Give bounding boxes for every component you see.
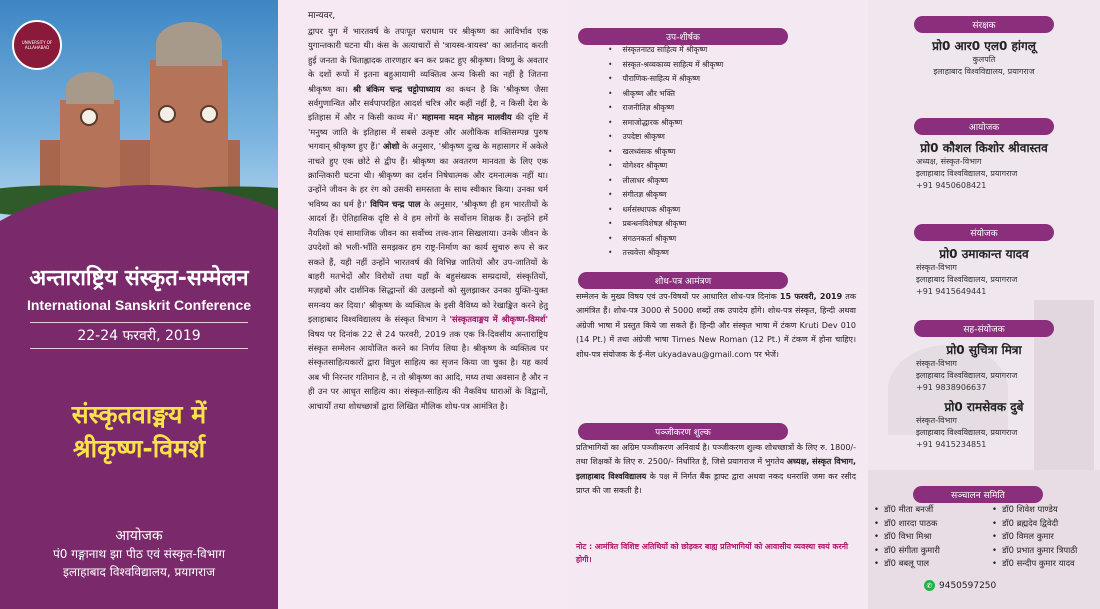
convener-block: संयोजक प्रो0 उमाकान्त यादव संस्कृत-विभाग इलाहाबाद विश्वविद्यालय, प्रयागराज +91 9415649441 [868, 224, 1100, 298]
list-item: • डॉ0 प्रभात कुमार त्रिपाठी [986, 544, 1100, 558]
list-item: • धर्मसंस्थापक श्रीकृष्ण [608, 203, 723, 218]
university-logo [12, 20, 62, 70]
conference-title-english: International Sanskrit Conference [26, 297, 252, 313]
list-item: • डॉ0 ब्रह्मदेव द्विवेदी [986, 517, 1100, 531]
quote-author: श्री बंकिम चन्द्र चट्टोपाध्याय [352, 83, 441, 94]
quote-author: ओशो [382, 141, 400, 152]
list-item: • डॉ0 विमल कुमार [986, 530, 1100, 544]
salutation: मान्यवर, [308, 11, 336, 21]
patron-header: संरक्षक [914, 16, 1054, 33]
list-item: • डॉ0 विभा मिश्रा [868, 530, 986, 544]
list-item: • पौराणिक-साहित्य में श्रीकृष्ण [608, 72, 723, 87]
organizer-block [0, 527, 278, 581]
list-item: • डॉ0 शिवेश पाण्डेय [986, 503, 1100, 517]
papers-text: सम्मेलन के मुख्य विषय एवं उप-विषयों पर आधारित शोध-पत्र दिनांक 15 फरवरी, 2019 तक आमंत्रित हैं। शोध-पत्र 3000 से 5000 शब्दों तक उपादेय होंगे। शोध-पत्र संस्कृत, हिन्दी अथवा अंग्रेजी भाषा में प्रस्तुत किये जा सकते हैं। हिन्दी और संस्कृत भाषा में टंकण Kruti Dev 010 (14 Pt.) में तथा अंग्रेजी भाषा Times New Roman (12 Pt.) में टंकण में होना चाहिए। शोध-पत्र संयोजक के ई-मेल ukyadavau@gmail.com पर भेजें। [576, 292, 856, 359]
steering-members [868, 503, 1100, 571]
steering-header: सञ्चालन समिति [913, 486, 1043, 503]
list-item: • संगठनकर्ता श्रीकृष्ण [608, 232, 723, 247]
list-item: • संस्कृत-श्रव्यकाव्य साहित्य में श्रीकृष्ण [608, 58, 723, 73]
subtopics-header: उप-शीर्षक [578, 28, 788, 45]
organizer-header: आयोजक [914, 118, 1054, 135]
phone-number: +91 9415234851 [916, 440, 987, 449]
cover-panel [0, 0, 278, 609]
convener-name: प्रो0 उमाकान्त यादव [939, 247, 1029, 261]
quote-author: महामना मदन मोहन मालवीय [421, 112, 512, 123]
theme-line-2: श्रीकृष्ण-विमर्श [72, 434, 206, 463]
list-item: • खलध्वंसक श्रीकृष्ण [608, 145, 723, 160]
accommodation-note: नोट : आमंत्रित विशिष्ट अतिथियों को छोड़कर बाह्य प्रतिभागियों को आवासीय व्यवस्था स्वयं करनी होगी। [576, 542, 849, 564]
convener-email[interactable]: ukyadavau@gmail.com [657, 349, 752, 359]
list-item: • संगीतज्ञ श्रीकृष्ण [608, 188, 723, 203]
organizer-university: इलाहाबाद विश्वविद्यालय, प्रयागराज [62, 565, 216, 579]
phone-number: +91 9838906637 [916, 383, 987, 392]
organizer-name: प्रो0 कौशल किशोर श्रीवास्तव [920, 141, 1048, 155]
payee: अध्यक्ष, संस्कृत विभाग, इलाहाबाद विश्वविद्यालय [576, 457, 856, 481]
list-item: • डॉ0 बबलू पाल [868, 557, 986, 571]
co-convener-header: सह-संयोजक [914, 320, 1054, 337]
conference-theme [0, 398, 278, 466]
list-item: • योगेश्वर श्रीकृष्ण [608, 159, 723, 174]
message-body: द्वापर युग में भारतवर्ष के तपःपूत धराधाम पर श्रीकृष्ण का आविर्भाव एक युगान्तकारी घटना थी। कंस के अत्याचारों से 'त्रायस्व-त्रायस्व' का आर्तनाद करती हुई जनता के चिताह्लादक तारणहार बन कर प्रकट हुए श्रीकृष्ण। विष्णु के अवतार के दशों रूपों में इतना बहुआयामी व्यक्तित्व अन्य किसी का नहीं है जितना श्रीकृष्ण का। श्री बंकिम चन्द्र चट्टोपाध्याय का कथन है कि 'श्रीकृष्ण जैसा सर्वगुणान्वित और सर्वपापरहित आदर्श चरित्र और कहीं नहीं है, न किसी देश के इतिहास में और न किसी काव्य में।' महामना मदन मोहन मालवीय की दृष्टि में 'मनुष्य जाति के इतिहास में सबसे उत्कृष्ट और अलौकिक शक्तिसम्पन्न पुरुष भगवान् श्रीकृष्ण हुए हैं।' ओशो के अनुसार, 'श्रीकृष्ण दुःख के महासागर में अकेले नाचते हुए एक छोटे से द्वीप हैं। श्रीकृष्ण का अवतरण मानवता के लिए एक क्रान्तिकारी घटना थी। श्रीकृष्ण का दर्शन निषेधात्मक और दमनात्मक नहीं था। उन्होंने जीवन के हर रंग को उसकी समस्तता के साथ स्वीकार किया। उनका धर्म भविष्य का धर्म है।' विपिन चन्द्र पाल के अनुसार, 'श्रीकृष्ण ही हम भारतीयों के आदर्श हैं। ऐतिहासिक दृष्टि से वे हम लोगों के सर्वोत्तम शिक्षक हैं। उन्होंने हमें नैयतिक एवं सामाजिक जीवन का सर्वोच्च तत्त्व-ज्ञान सिखलाया। उनके जीवन के उपदेशों को भली-भाँति समझकर हम राष्ट्र-निर्माण का कार्य सुचारु रूप से कर सकते हैं, यही नहीं उन्होंने भारतवर्ष की विभिन्न जातियों और उप-जातियों के बाहरी मतभेदों और विरोधों तथा यहाँ के बहुसंख्यक सम्प्रदायों, संस्कृतियों, मज़हबों और दार्शनिक सिद्धान्तों की उलझनों को सुलझाकर उनका युक्ति-युक्त समन्वय कर दिया।' श्रीकृष्ण के व्यक्तित्व के इसी वैविध्य को रेखाङ्कित करने हेतु इलाहाबाद विश्वविद्यालय के संस्कृत विभाग ने 'संस्कृतवाङ्मय में श्रीकृष्ण-विमर्श' विषय पर दिनांक 22 से 24 फरवरी, 2019 तक एक त्रि-दिवसीय अन्ताराष्ट्रिय संस्कृत सम्मेलन आयोजित करने का निर्णय लिया है। श्रीकृष्ण के व्यक्तित्व पर संस्कृतसाहित्यकारों द्वारा विपुल साहित्य का सृजन किया जा चुका है। यह कार्य अब भी निरन्तर गतिमान है, न तो श्रीकृष्ण का आदि, मध्य तथा अवसान है और न ही उन पर आधृत साहित्य का। संस्कृत-साहित्य की नैकविध धाराओं के विद्वानों, आचार्यों तथा शोधच्छात्रों द्वारा लिखित मौलिक शोध-पत्र आमंत्रित है। [308, 26, 549, 411]
phone-number: +91 9450608421 [916, 181, 987, 190]
list-item: • संस्कृतनाट्य साहित्य में श्रीकृष्ण [608, 43, 723, 58]
paper-deadline: 15 फरवरी, 2019 [779, 292, 843, 301]
committee-panel [868, 0, 1100, 609]
registration-text: प्रतिभागियों का अग्रिम पञ्जीकरण अनिवार्य है। पञ्जीकरण शुल्क शोधच्छात्रों के लिए रु. 1800/- तथा शिक्षकों के लिए रु. 2500/- निर्धारित है, जिसे प्रयागराज में भुगतेय अध्यक्ष, संस्कृत विभाग, इलाहाबाद विश्वविद्यालय के पक्ष में निर्गत बैंक ड्राफ्ट द्वारा अथवा नकद धनराशि जमा कर रसीद प्राप्त की जा सकती है। [576, 443, 856, 496]
list-item: • श्रीकृष्ण और भक्ति [608, 87, 723, 102]
conference-dates: 22-24 फरवरी, 2019 [30, 322, 248, 349]
logo-text: UNIVERSITY OF ALLAHABAD [21, 40, 53, 50]
whatsapp-number: 9450597250 [939, 580, 997, 591]
message-panel [278, 0, 568, 609]
whatsapp-contact[interactable] [924, 580, 996, 591]
list-item: • डॉ0 सन्दीप कुमार यादव [986, 557, 1100, 571]
quote-author: विपिन चन्द्र पाल [370, 198, 421, 209]
registration-header: पञ्जीकरण शुल्क [578, 423, 788, 440]
convener-header: संयोजक [914, 224, 1054, 241]
phone-number: +91 9415649441 [916, 287, 987, 296]
organizer-label: आयोजक [115, 528, 163, 544]
subtopics-list [608, 43, 723, 261]
papers-header: शोध-पत्र आमंत्रण [578, 272, 788, 289]
co-convener-block: सह-संयोजक प्रो0 सुचित्रा मित्रा संस्कृत-विभाग इलाहाबाद विश्वविद्यालय, प्रयागराज +91 9838906637 प्रो0 रामसेवक दुबे संस्कृत-विभाग इलाहाबाद विश्वविद्यालय, प्रयागराज +91 9415234851 [868, 320, 1100, 451]
list-item: • उपदेष्टा श्रीकृष्ण [608, 130, 723, 145]
theme-line-1: संस्कृतवाङ्मय में [71, 400, 207, 429]
theme-quote: 'संस्कृतवाङ्मय में श्रीकृष्ण-विमर्श' [449, 314, 548, 325]
patron-block: संरक्षक प्रो0 आर0 एल0 हांगलू कुलपति इलाहाबाद विश्वविद्यालय, प्रयागराज [868, 16, 1100, 78]
details-panel [568, 0, 868, 609]
list-item: • डॉ0 मीता बनर्जी [868, 503, 986, 517]
list-item: • डॉ0 संगीता कुमारी [868, 544, 986, 558]
whatsapp-icon: ✆ [924, 580, 935, 591]
list-item: • प्रबन्धनविशेषज्ञ श्रीकृष्ण [608, 217, 723, 232]
list-item: • समाजोद्धारक श्रीकृष्ण [608, 116, 723, 131]
conference-title-hindi: अन्ताराष्ट्रिय संस्कृत-सम्मेलन [29, 266, 249, 291]
list-item: • लीलाधर श्रीकृष्ण [608, 174, 723, 189]
patron-name: प्रो0 आर0 एल0 हांगलू [932, 39, 1036, 53]
list-item: • डॉ0 शारदा पाठक [868, 517, 986, 531]
organizer-committee-block: आयोजक प्रो0 कौशल किशोर श्रीवास्तव अध्यक्ष, संस्कृत-विभाग इलाहाबाद विश्वविद्यालय, प्रयागराज +91 9450608421 [868, 118, 1100, 192]
list-item: • तत्त्ववेत्ता श्रीकृष्ण [608, 246, 723, 261]
co-convener-name: प्रो0 रामसेवक दुबे [944, 400, 1024, 414]
co-convener-name: प्रो0 सुचित्रा मित्रा [946, 343, 1022, 357]
organizer-dept: पं0 गङ्गानाथ झा पीठ एवं संस्कृत-विभाग [52, 547, 226, 561]
list-item: • राजनीतिज्ञ श्रीकृष्ण [608, 101, 723, 116]
